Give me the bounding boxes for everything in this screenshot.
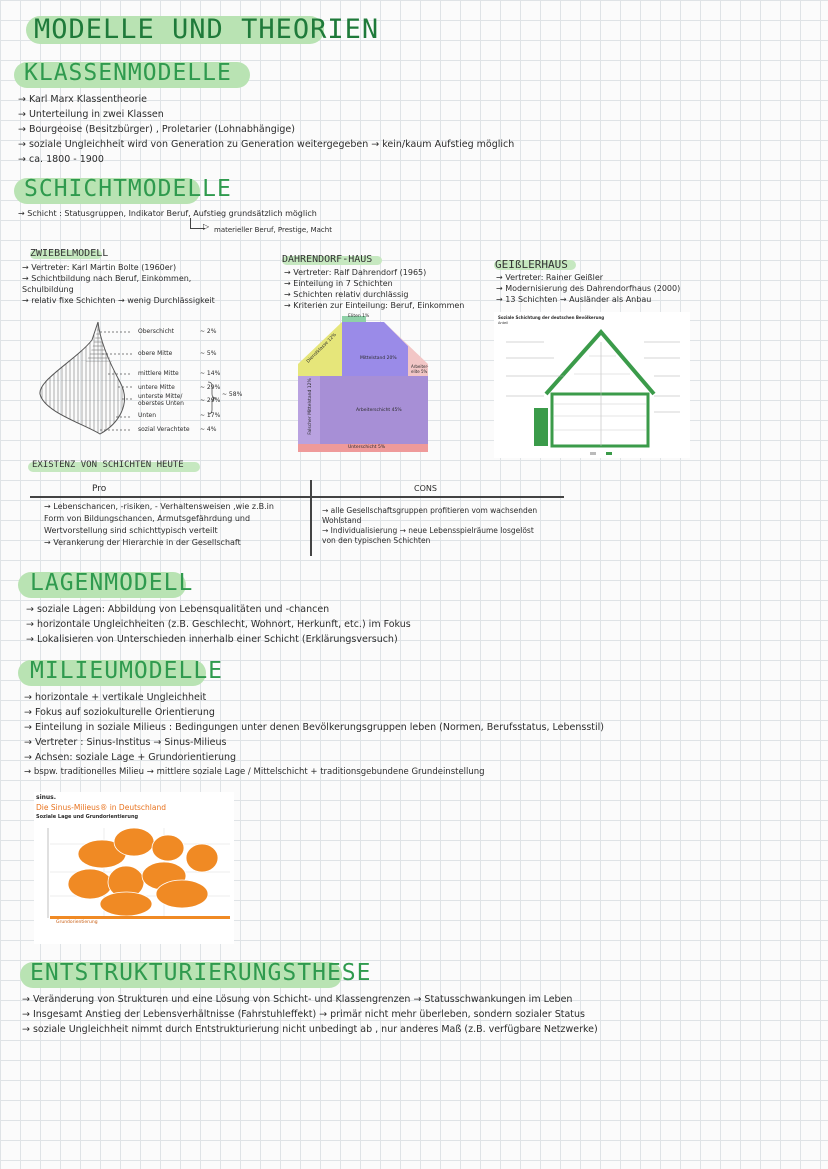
list-item: → Einteilung in 7 Schichten [284, 279, 393, 288]
existenz-heading: EXISTENZ VON SCHICHTEN HEUTE [32, 460, 184, 470]
list-item: → horizontale + vertikale Ungleichheit [24, 692, 207, 703]
lagen-list [26, 602, 411, 647]
list-item: → soziale Ungleichheit nimmt durch Entstrukturierung nicht unbedingt ab , nur anderes Maß (z.B. verfügbare Netzwerke) [22, 1024, 598, 1035]
cons-heading: CONS [414, 484, 437, 493]
list-item: → Individualisierung → neue Lebensspielräume losgelöst [322, 526, 534, 535]
list-item: → Einteilung in soziale Milieus : Bedingungen unter denen Bevölkerungsgruppen leben (Normen, Berufsstatus, Lebensstil) [24, 722, 604, 733]
list-item: → Achsen: soziale Lage + Grundorientierung [24, 752, 237, 763]
geissler-figure-sub: Anteil [498, 321, 509, 325]
strata-pct: ~ 17% [200, 412, 221, 419]
dahrendorf-heading: DAHRENDORF-HAUS [282, 254, 373, 265]
list-item: → Verankerung der Hierarchie in der Gesellschaft [44, 538, 241, 547]
list-item: → Vertreter: Ralf Dahrendorf (1965) [284, 268, 427, 277]
house-label-elite2: Arbeiter-elite 5% [411, 364, 429, 374]
list-item: → Veränderung von Strukturen und eine Lösung von Schicht- und Klassengrenzen → Statusschwankungen im Leben [22, 994, 573, 1005]
strata-label: unterste Mitte/ oberstes Unten [138, 393, 184, 407]
house-label-unter: Unterschicht 5% [348, 445, 386, 450]
house-label-elite: Eliten 1% [348, 314, 370, 319]
list-item: Wertvorstellung sind schichttypisch verteilt [44, 526, 218, 535]
sinus-brand: sinus. [36, 794, 57, 801]
strata-pct: ~ 29% [200, 397, 221, 404]
strata-label: obere Mitte [138, 350, 173, 357]
sinus-title: Die Sinus-Milieus® in Deutschland [36, 803, 166, 812]
list-item: → 13 Schichten → Ausländer als Anbau [496, 295, 652, 304]
strata-label: sozial Verachtete [138, 426, 190, 433]
list-item: → Unterteilung in zwei Klassen [18, 109, 164, 120]
entstrukt-heading: ENTSTRUKTURIERUNGSTHESE [30, 960, 372, 986]
schicht-line-1: → Schicht : Statusgruppen, Indikator Beruf, Aufstieg grundsätzlich möglich [18, 209, 317, 218]
list-item: → Insgesamt Anstieg der Lebensverhältnisse (Fahrstuhleffekt) → primär nicht mehr überleben, sondern sozialer Status [22, 1009, 585, 1020]
list-item: → relativ fixe Schichten → wenig Durchlässigkeit [22, 296, 215, 305]
list-item: → ca. 1800 - 1900 [18, 154, 104, 165]
list-item: → soziale Ungleichheit wird von Generation zu Generation weitergegeben → kein/kaum Aufstieg möglich [18, 139, 515, 150]
list-item: → Bourgeoise (Besitzbürger) , Proletarier (Lohnabhängige) [18, 124, 295, 135]
strata-pct: ~ 4% [200, 426, 217, 433]
geissler-list [496, 272, 680, 305]
table-column-divider [310, 480, 312, 556]
strata-pct: ~ 14% [200, 370, 221, 377]
list-item: → Lokalisieren von Unterschieden innerhalb einer Schicht (Erklärungsversuch) [26, 634, 398, 645]
list-item: → Fokus auf soziokulturelle Orientierung [24, 707, 215, 718]
list-item: → Modernisierung des Dahrendorfhaus (2000) [496, 284, 681, 293]
sinus-axis-label: Grundorientierung [56, 920, 98, 925]
house-label-falsch: Falscher Mittelstand 12% [307, 378, 313, 435]
list-item: von den typischen Schichten [322, 536, 431, 545]
dahrendorf-house [298, 314, 438, 452]
cons-list [322, 506, 537, 546]
zwiebel-list [22, 262, 215, 306]
page-title: MODELLE UND THEORIEN [34, 14, 380, 45]
geissler-figure [494, 312, 690, 458]
dahrendorf-list [284, 267, 464, 311]
strata-pct: ~ 29% [200, 384, 221, 391]
geissler-heading: GEIßLERHAUS [495, 258, 568, 271]
list-item: → horizontale Ungleichheiten (z.B. Geschlecht, Wohnort, Herkunft, etc.) im Fokus [26, 619, 411, 630]
list-item: → bspw. traditionelles Milieu → mittlere soziale Lage / Mittelschicht + traditionsgebundene Grundeinstellung [24, 767, 485, 777]
sinus-figure [34, 792, 234, 944]
zwiebel-bracket-label: ~ 58% [222, 391, 243, 398]
list-item: Wohlstand [322, 516, 362, 525]
list-item: → Vertreter : Sinus-Institus → Sinus-Milieus [24, 737, 227, 748]
list-item: Form von Bildungschancen, Armutsgefährdung und [44, 514, 251, 523]
list-item: → Vertreter: Rainer Geißler [496, 273, 604, 282]
strata-pct: ~ 2% [200, 328, 217, 335]
lagen-heading: LAGENMODELL [30, 570, 194, 596]
sinus-subtitle: Soziale Lage und Grundorientierung [36, 814, 139, 820]
house-label-arbeiter: Arbeiterschicht 45% [356, 408, 402, 413]
klassen-list [18, 92, 514, 167]
list-item: → Schichten relativ durchlässig [284, 290, 409, 299]
strata-label: mittlere Mitte [138, 370, 179, 377]
table-divider [30, 496, 564, 498]
klassen-heading: KLASSENMODELLE [24, 60, 232, 86]
zwiebel-strata [138, 326, 221, 446]
house-label-mittel: Mittelstand 20% [360, 356, 397, 361]
strata-label: Oberschicht [138, 328, 175, 335]
pro-list [44, 501, 274, 549]
milieu-list [24, 690, 604, 780]
pro-heading: Pro [92, 484, 107, 494]
geissler-figure-title: Soziale Schichtung der deutschen Bevölkerung [498, 315, 605, 320]
strata-pct: ~ 5% [200, 350, 217, 357]
strata-label: untere Mitte [138, 384, 175, 391]
list-item: → Karl Marx Klassentheorie [18, 94, 147, 105]
list-item: → Schichtbildung nach Beruf, Einkommen, [22, 274, 192, 283]
zwiebel-heading: ZWIEBELMODELL [30, 248, 109, 259]
schicht-line-2: materieller Beruf, Prestige, Macht [214, 226, 332, 234]
milieu-heading: MILIEUMODELLE [30, 658, 224, 684]
strata-label: Unten [138, 412, 157, 419]
list-item: → alle Gesellschaftsgruppen profitieren vom wachsenden [322, 506, 538, 515]
list-item: → Vertreter: Karl Martin Bolte (1960er) [22, 263, 177, 272]
list-item: → soziale Lagen: Abbildung von Lebensqualitäten und -chancen [26, 604, 330, 615]
list-item: Schulbildung [22, 285, 74, 294]
list-item: → Kriterien zur Einteilung: Beruf, Einkommen [284, 301, 465, 310]
entstrukt-list [22, 992, 598, 1037]
house-label-dienst: Dienstklasse 12% [306, 332, 338, 365]
geissler-house [494, 312, 690, 458]
schicht-heading: SCHICHTMODELLE [24, 176, 232, 202]
arrow-head-icon: ▷ [203, 222, 210, 231]
list-item: → Lebenschancen, -risiken, - Verhaltensweisen ,wie z.B.in [44, 502, 274, 511]
